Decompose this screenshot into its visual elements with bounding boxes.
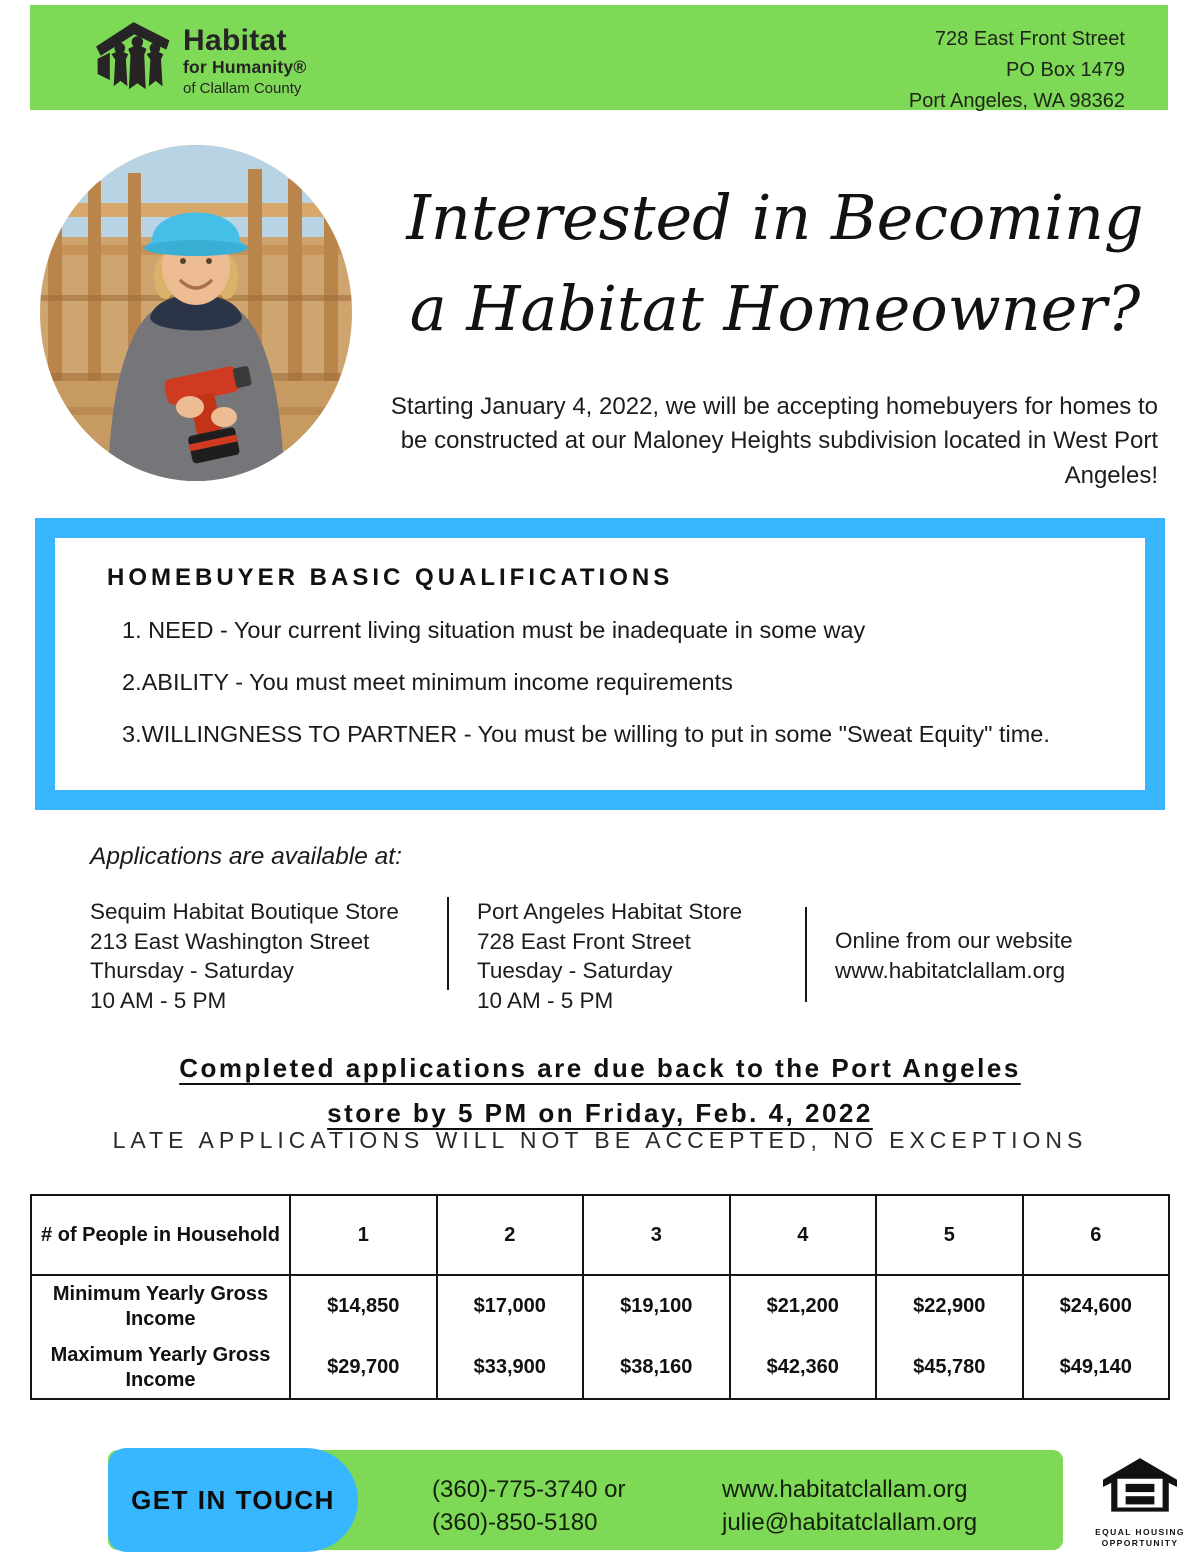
qualification-item: 1. NEED - Your current living situation must be inadequate in some way <box>122 617 866 643</box>
deadline-notice <box>100 1046 1100 1136</box>
column-divider <box>447 897 449 990</box>
min-income-cell: $19,100 <box>583 1275 730 1337</box>
location-line: 10 AM - 5 PM <box>477 987 614 1013</box>
max-income-cell: $38,160 <box>583 1337 730 1399</box>
habitat-house-people-icon <box>90 16 174 105</box>
location-sequim-store <box>90 897 399 1015</box>
table-header-col: 3 <box>583 1195 730 1275</box>
location-online <box>835 926 1073 985</box>
qualification-item: 3.WILLINGNESS TO PARTNER - You must be willing to put in some "Sweat Equity" time. <box>122 721 1050 747</box>
header-address <box>909 24 1125 117</box>
max-income-cell: $33,900 <box>437 1337 584 1399</box>
phone-number: (360)-775-3740 or <box>432 1476 626 1503</box>
min-income-cell: $17,000 <box>437 1275 584 1337</box>
location-line: Port Angeles Habitat Store <box>477 899 743 924</box>
max-income-cell: $49,140 <box>1023 1337 1170 1399</box>
volunteer-photo <box>40 145 352 481</box>
table-row <box>31 1337 1169 1399</box>
min-income-cell: $22,900 <box>876 1275 1023 1337</box>
phone-number: (360)-850-5180 <box>432 1509 598 1536</box>
row-label-min-income: Minimum Yearly Gross Income <box>31 1275 290 1337</box>
deadline-line-2: store by 5 PM on Friday, Feb. 4, 2022 <box>327 1098 873 1128</box>
website-url: www.habitatclallam.org <box>835 957 1066 983</box>
website-url: www.habitatclallam.org <box>722 1476 968 1503</box>
equal-housing-opportunity <box>1088 1458 1192 1550</box>
intro-paragraph: Starting January 4, 2022, we will be accepting homebuyers for homes to be constructed at our Maloney Heights subdivision located in West Port Angeles! <box>390 393 1158 489</box>
table-header-col: 1 <box>290 1195 437 1275</box>
availability-heading: Applications are available at: <box>90 843 402 870</box>
table-row <box>31 1275 1169 1337</box>
late-warning: LATE APPLICATIONS WILL NOT BE ACCEPTED, NO EXCEPTIONS <box>112 1127 1088 1153</box>
location-line: 213 East Washington Street <box>90 928 370 954</box>
email-address: julie@habitatclallam.org <box>722 1509 978 1536</box>
address-line: PO Box 1479 <box>1006 59 1125 81</box>
equal-housing-label: EQUAL HOUSING <box>1095 1527 1185 1537</box>
equal-housing-icon <box>1103 1507 1177 1524</box>
qualification-item: 2.ABILITY - You must meet minimum income requirements <box>122 669 733 695</box>
footer-web-contacts <box>722 1473 977 1539</box>
max-income-cell: $42,360 <box>730 1337 877 1399</box>
logo-subtitle-2: of Clallam County <box>183 79 302 97</box>
qualifications-list <box>87 604 1114 760</box>
footer-phones <box>432 1473 625 1539</box>
location-line: 10 AM - 5 PM <box>90 987 227 1013</box>
table-header-col: 6 <box>1023 1195 1170 1275</box>
min-income-cell: $14,850 <box>290 1275 437 1337</box>
deadline-line-1: Completed applications are due back to the Port Angeles <box>179 1053 1021 1083</box>
get-in-touch-badge: GET IN TOUCH <box>108 1448 358 1552</box>
table-header-col: 4 <box>730 1195 877 1275</box>
location-line: Thursday - Saturday <box>90 958 294 983</box>
income-table <box>30 1194 1170 1400</box>
title-line-2: a Habitat Homeowner? <box>409 272 1141 346</box>
location-line: 728 East Front Street <box>477 928 691 954</box>
location-line: Online from our website <box>835 928 1073 953</box>
header-band <box>30 5 1168 110</box>
page-title <box>385 172 1165 354</box>
logo-subtitle: for Humanity® <box>183 57 307 77</box>
habitat-logo <box>90 16 306 105</box>
max-income-cell: $45,780 <box>876 1337 1023 1399</box>
column-divider <box>805 907 807 1002</box>
address-line: Port Angeles, WA 98362 <box>908 90 1125 112</box>
qualifications-box <box>35 518 1165 810</box>
location-port-angeles-store <box>477 897 742 1015</box>
table-header-col: 2 <box>437 1195 584 1275</box>
max-income-cell: $29,700 <box>290 1337 437 1399</box>
table-header-household: # of People in Household <box>31 1195 290 1275</box>
min-income-cell: $21,200 <box>730 1275 877 1337</box>
row-label-max-income: Maximum Yearly Gross Income <box>31 1337 290 1399</box>
logo-name: Habitat <box>183 24 287 57</box>
table-header-col: 5 <box>876 1195 1023 1275</box>
address-line: 728 East Front Street <box>934 28 1125 50</box>
qualifications-heading: HOMEBUYER BASIC QUALIFICATIONS <box>107 564 674 591</box>
title-line-1: Interested in Becoming <box>406 181 1144 254</box>
location-line: Sequim Habitat Boutique Store <box>90 899 399 924</box>
location-line: Tuesday - Saturday <box>477 958 673 983</box>
min-income-cell: $24,600 <box>1023 1275 1170 1337</box>
equal-housing-label: OPPORTUNITY <box>1101 1538 1179 1549</box>
